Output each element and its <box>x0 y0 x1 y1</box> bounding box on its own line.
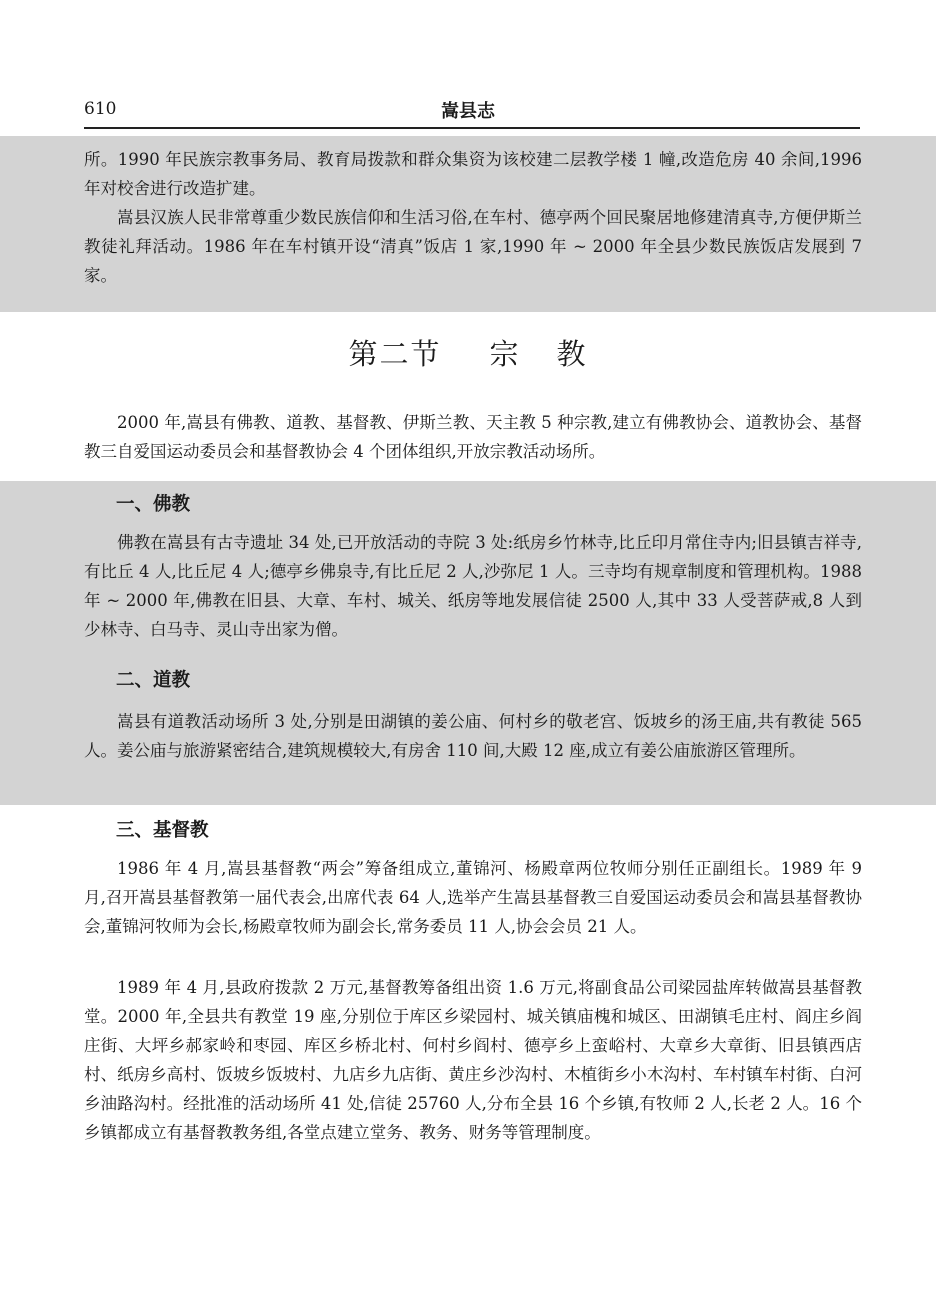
christianity-paragraph-1: 1986 年 4 月,嵩县基督教“两会”筹备组成立,董锦河、杨殿章两位牧师分别任正副组长。1989 年 9 月,召开嵩县基督教第一届代表会,出席代表 64 人,选举产生嵩县基督教三自爱国运动委员会和嵩县基督教协会,董锦河牧师为会长,杨殿章牧师为副会长,常务委员 11 人,协会会员 21 人。 <box>84 859 862 936</box>
heading-buddhism: 一、佛教 <box>116 494 191 515</box>
heading-christianity: 三、基督教 <box>116 820 209 841</box>
christianity-paragraph-2: 1989 年 4 月,县政府拨款 2 万元,基督教筹备组出资 1.6 万元,将副食品公司梁园盐库转做嵩县基督教堂。2000 年,全县共有教堂 19 座,分别位于库区乡梁园村、城关镇庙槐和城区、田湖镇毛庄村、阎庄乡阎庄街、大坪乡郝家岭和枣园、库区乡桥北村、何村乡阎村、德亭乡上蛮峪村、大章乡大章街、旧县镇西店村、纸房乡高村、饭坡乡饭坡村、九店乡九店街、黄庄乡沙沟村、木植街乡小木沟村、车村镇车村街、白河乡油路沟村。经批准的活动场所 41 处,信徒 25760 人,分布全县 16 个乡镇,有牧师 2 人,长老 2 人。16 个乡镇都成立有基督教教务组,各堂点建立堂务、教务、财务等管理制度。 <box>84 978 862 1142</box>
section-overview: 2000 年,嵩县有佛教、道教、基督教、伊斯兰教、天主教 5 种宗教,建立有佛教协会、道教协会、基督教三自爱国运动委员会和基督教协会 4 个团体组织,开放宗教活动场所。 <box>84 413 862 461</box>
intro-paragraph-2: 嵩县汉族人民非常尊重少数民族信仰和生活习俗,在车村、德亭两个回民聚居地修建清真寺,方便伊斯兰教徒礼拜活动。1986 年在车村镇开设“清真”饭店 1 家,1990 年 ~ 2000 年全县少数民族饭店发展到 7 家。 <box>84 208 862 285</box>
running-title: 嵩县志 <box>441 101 495 122</box>
intro-paragraph-1: 所。1990 年民族宗教事务局、教育局拨款和群众集资为该校建二层教学楼 1 幢,改造危房 40 余间,1996 年对校舍进行改造扩建。 <box>84 150 862 198</box>
taoism-text: 嵩县有道教活动场所 3 处,分别是田湖镇的姜公庙、何村乡的敬老宫、饭坡乡的汤王庙,共有教徒 565 人。姜公庙与旅游紧密结合,建筑规模较大,有房舍 110 间,大殿 12 座,成立有姜公庙旅游区管理所。 <box>84 712 862 760</box>
section-number: 第二节 <box>348 337 442 371</box>
page-number: 610 <box>84 99 117 119</box>
buddhism-text: 佛教在嵩县有古寺遗址 34 处,已开放活动的寺院 3 处:纸房乡竹林寺,比丘印月常住寺内;旧县镇吉祥寺,有比丘 4 人,比丘尼 4 人;德亭乡佛泉寺,有比丘尼 2 人,沙弥尼 1 人。三寺均有规章制度和管理机构。1988 年 ~ 2000 年,佛教在旧县、大章、车村、城关、纸房等地发展信徒 2500 人,其中 33 人受菩萨戒,8 人到少林寺、白马寺、灵山寺出家为僧。 <box>84 533 862 639</box>
section-name-char-1: 宗 <box>489 337 521 371</box>
section-name-char-2: 教 <box>556 337 588 371</box>
heading-taoism: 二、道教 <box>116 670 191 691</box>
section-title <box>0 332 936 373</box>
header-rule <box>84 127 860 129</box>
